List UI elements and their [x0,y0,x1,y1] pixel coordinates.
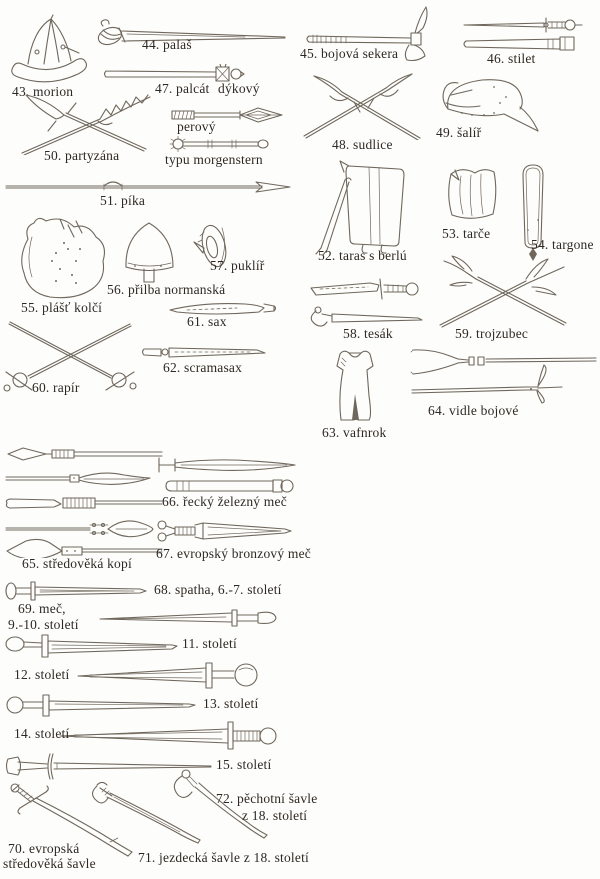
tarce-illustration [444,165,500,223]
vafnrok-illustration [330,346,380,426]
mec-11-stoleti-illustration [4,634,182,662]
label-scramasax: 62. scramasax [163,360,243,375]
mec-12-stoleti-illustration [76,660,278,690]
sudlice-illustration [298,70,426,140]
label-stoleti-15: 15. století [216,757,272,772]
label-stoleti-11: 11. století [182,636,237,651]
stilet-illustration [462,16,587,51]
label-stoleti-12: 12. století [14,667,70,682]
trojzubec-illustration [436,255,570,330]
label-palcat-morgenstern: typu morgenstern [165,152,263,167]
label-partyzana: 50. partyzána [44,148,120,163]
label-mec-line1: 69. meč, [18,601,66,616]
label-stoleti-14: 14. století [14,726,70,741]
label-evropska-savle-line1: 70. evropská [8,841,80,856]
label-stredoveka-kopi: 65. středověká kopí [22,556,132,571]
label-rapir: 60. rapír [32,380,80,395]
spatha-illustration [4,579,152,603]
label-targone: 54. targone [531,237,594,252]
vidle-bojove-illustration [410,346,598,404]
label-puklir: 57. puklíř [210,258,265,273]
label-evropska-savle-line2: středověká šavle [3,856,96,871]
label-palcat: 47. palcát [155,81,210,96]
label-stilet: 46. stilet [487,51,536,66]
plast-kolci-illustration [16,213,110,301]
partyzana-illustration [12,93,157,155]
label-mec-line2: 9.-10. století [8,617,79,632]
label-trojzubec: 59. trojzubec [455,326,529,341]
label-vafnrok: 63. vafnrok [322,425,387,440]
recky-mec-illustration [155,455,300,495]
morion-illustration [6,12,94,84]
label-bojova-sekera: 45. bojová sekera [300,46,399,61]
label-sax: 61. sax [187,314,227,329]
label-pechotni-savle-line2: z 18. století [242,808,308,823]
label-palcat-dykovy: dýkový [218,81,260,96]
mec-9-10-illustration [98,608,280,630]
label-recky-mec: 66. řecký železný meč [162,494,287,509]
label-prilba-normanska: 56. přilba normanská [107,282,226,297]
label-morion: 43. morion [12,84,74,99]
label-sudlice: 48. sudlice [332,137,393,152]
label-tesak: 58. tesák [343,326,393,341]
palas-illustration [95,16,291,46]
tesak-illustration [308,278,428,328]
taras-illustration [313,160,413,256]
label-taras: 52. taras s berlú [318,248,407,263]
label-plast-kolci: 55. plášť kolčí [21,300,103,315]
mec-13-stoleti-illustration [5,692,201,719]
stredoveka-kopi-illustration [4,446,164,558]
label-pika: 51. píka [100,193,146,208]
prilba-normanska-illustration [117,217,183,283]
label-jezdecka-savle: 71. jezdecká šavle z 18. století [138,850,309,865]
label-palcat-perovy: perový [177,119,216,134]
label-bronzovy-mec: 67. evropský bronzový meč [156,546,311,561]
palcat-morgenstern-illustration [168,136,272,152]
label-spatha: 68. spatha, 6.-7. století [154,582,282,597]
label-stoleti-13: 13. století [203,696,259,711]
label-vidle-bojove: 64. vidle bojové [428,403,519,418]
pika-illustration [4,178,294,194]
label-tarce: 53. tarče [442,226,491,241]
scramasax-illustration [141,342,269,362]
label-pechotni-savle-line1: 72. pěchotní šavle [216,791,318,806]
label-palas: 44. palaš [142,37,192,52]
mec-14-stoleti-illustration [58,720,278,750]
bronzovy-mec-illustration [155,518,300,544]
label-salir: 49. šalíř [436,125,482,140]
